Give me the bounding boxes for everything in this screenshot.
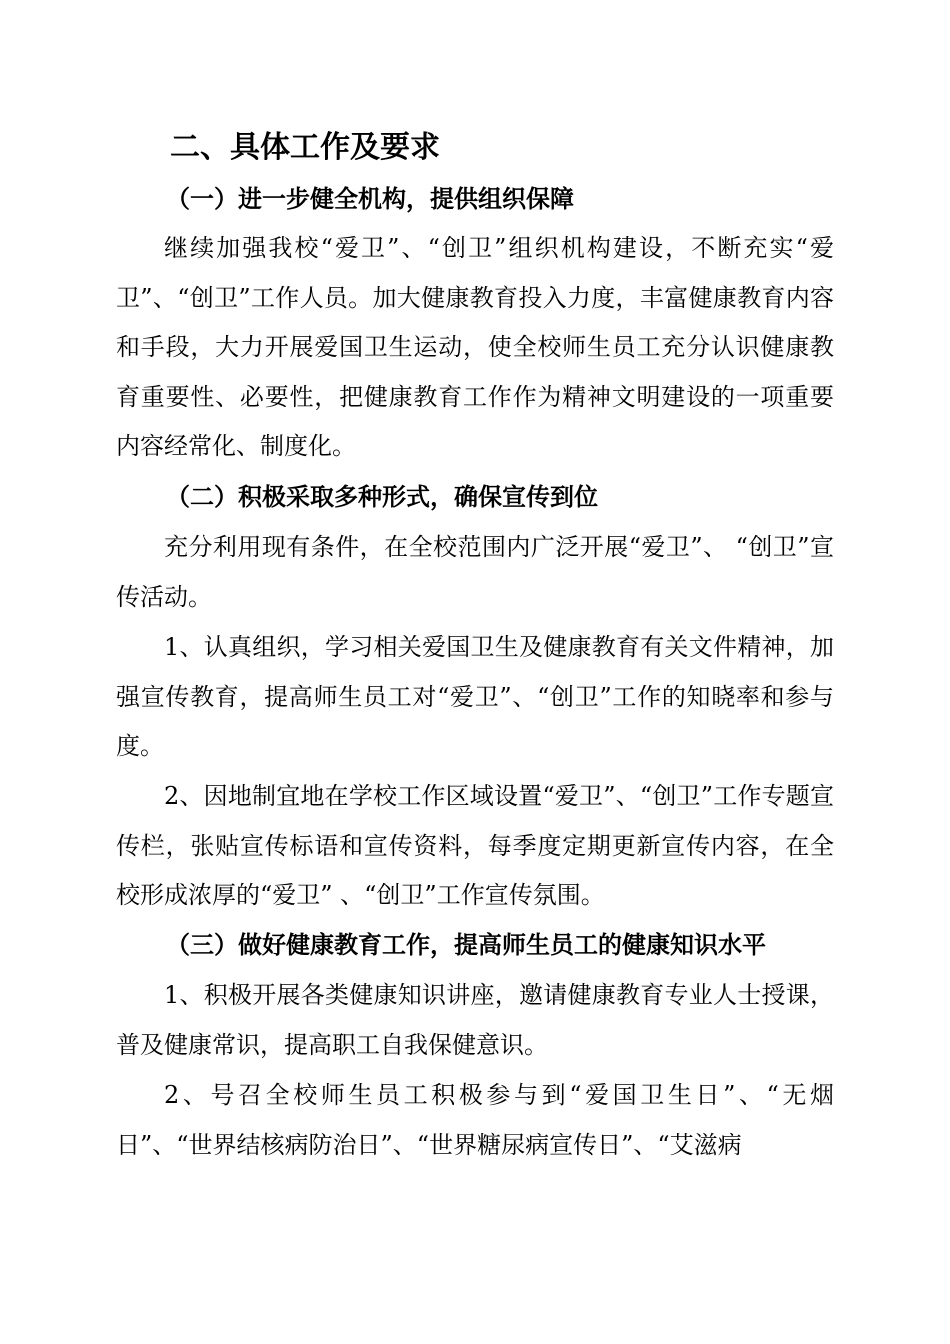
subsection-heading-1: （一）进一步健全机构，提供组织保障 xyxy=(166,185,574,213)
subsection-heading-3: （三）做好健康教育工作，提高师生员工的健康知识水平 xyxy=(166,931,766,959)
paragraph-1-1: 继续加强我校“爱卫”、“创卫”组织机构建设，不断充实“爱卫”、“创卫”工作人员。加大健康教育投入力度，丰富健康教育内容和手段，大力开展爱国卫生运动，使全校师生员工充分认识健康教育重要性、必要性，把健康教育工作作为精神文明建设的一项重要内容经常化、制度化。 xyxy=(116,234,834,461)
paragraph-3-2: 2、号召全校师生员工积极参与到“爱国卫生日”、“无烟日”、“世界结核病防治日”、“世界糖尿病宣传日”、“艾滋病 xyxy=(116,1081,834,1159)
paragraph-3-1: 1、积极开展各类健康知识讲座，邀请健康教育专业人士授课，普及健康常识，提高职工自我保健意识。 xyxy=(116,981,834,1059)
paragraph-2-2: 1、认真组织，学习相关爱国卫生及健康教育有关文件精神，加强宣传教育，提高师生员工对“爱卫”、“创卫”工作的知晓率和参与度。 xyxy=(116,633,834,761)
section-title: 二、具体工作及要求 xyxy=(170,130,440,165)
subsection-heading-2: （二）积极采取多种形式，确保宣传到位 xyxy=(166,483,598,511)
paragraph-2-1: 充分利用现有条件，在全校范围内广泛开展“爱卫”、 “创卫”宣传活动。 xyxy=(116,533,834,611)
paragraph-2-3: 2、因地制宜地在学校工作区域设置“爱卫”、“创卫”工作专题宣传栏，张贴宣传标语和宣传资料，每季度定期更新宣传内容，在全校形成浓厚的“爱卫” 、“创卫”工作宣传氛围。 xyxy=(116,782,834,910)
